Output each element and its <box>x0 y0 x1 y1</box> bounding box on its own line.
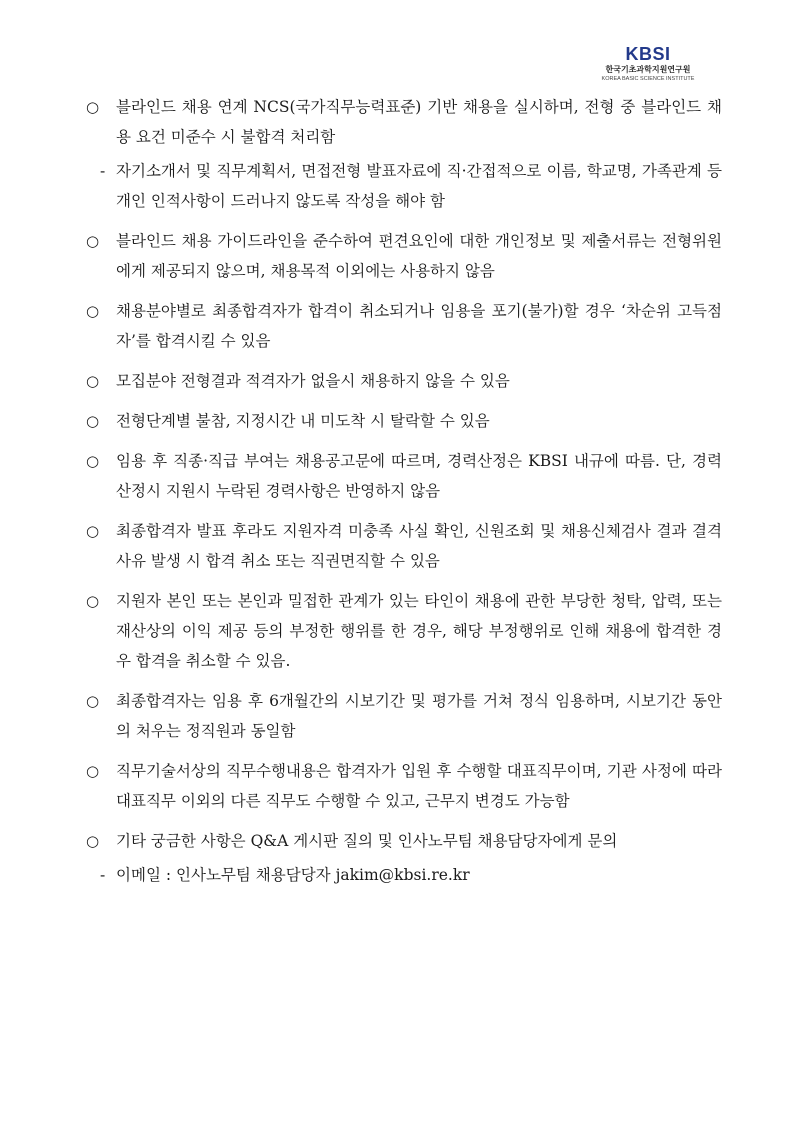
notice-item-text: 블라인드 채용 가이드라인을 준수하여 편견요인에 대한 개인정보 및 제출서류는 전형위원에게 제공되지 않으며, 채용목적 이외에는 사용하지 않음 <box>116 232 722 280</box>
notice-item-text: 블라인드 채용 연계 NCS(국가직무능력표준) 기반 채용을 실시하며, 전형 중 블라인드 채용 요건 미준수 시 불합격 처리함 <box>116 98 722 146</box>
notice-sub-item <box>82 156 722 216</box>
notice-item <box>82 446 722 506</box>
circle-bullet-icon: ○ <box>86 832 100 850</box>
dash-bullet-icon: - <box>100 866 106 884</box>
logo-name-korean: 한국기초과학지원연구원 <box>605 65 691 74</box>
kbsi-logo <box>588 44 708 90</box>
circle-bullet-icon: ○ <box>86 692 100 710</box>
notice-item <box>82 92 722 152</box>
notice-item-text: 최종합격자는 임용 후 6개월간의 시보기간 및 평가를 거쳐 정식 임용하며, 시보기간 동안의 처우는 정직원과 동일함 <box>116 692 722 740</box>
contact-email <box>82 860 722 890</box>
circle-bullet-icon: ○ <box>86 372 100 390</box>
logo-name-english: KOREA BASIC SCIENCE INSTITUTE <box>601 76 695 82</box>
notice-item <box>82 686 722 746</box>
notice-item-text: 전형단계별 불참, 지정시간 내 미도착 시 탈락할 수 있음 <box>116 412 490 430</box>
notice-item-text: 기타 궁금한 사항은 Q&A 게시판 질의 및 인사노무팀 채용담당자에게 문의 <box>116 832 618 850</box>
notice-item <box>82 226 722 286</box>
notice-list <box>82 92 722 900</box>
dash-bullet-icon: - <box>100 162 106 180</box>
notice-item <box>82 406 722 436</box>
notice-item-text: 직무기술서상의 직무수행내용은 합격자가 입원 후 수행할 대표직무이며, 기관 사정에 따라 대표직무 이외의 다른 직무도 수행할 수 있고, 근무지 변경도 가능함 <box>116 762 722 810</box>
circle-bullet-icon: ○ <box>86 98 100 116</box>
notice-item-text: 최종합격자 발표 후라도 지원자격 미충족 사실 확인, 신원조회 및 채용신체검사 결과 결격사유 발생 시 합격 취소 또는 직권면직할 수 있음 <box>116 522 722 570</box>
notice-sub-item-text: 자기소개서 및 직무계획서, 면접전형 발표자료에 직·간접적으로 이름, 학교명, 가족관계 등 개인 인적사항이 드러나지 않도록 작성을 해야 함 <box>116 162 722 210</box>
circle-bullet-icon: ○ <box>86 302 100 320</box>
logo-mark: KBSI <box>625 44 671 64</box>
circle-bullet-icon: ○ <box>86 522 100 540</box>
notice-item-text: 지원자 본인 또는 본인과 밀접한 관계가 있는 타인이 채용에 관한 부당한 청탁, 압력, 또는 재산상의 이익 제공 등의 부정한 행위를 한 경우, 해당 부정행위로 인해 채용에 합격한 경우 합격을 취소할 수 있음. <box>116 592 722 670</box>
circle-bullet-icon: ○ <box>86 592 100 610</box>
notice-item-text: 채용분야별로 최종합격자가 합격이 취소되거나 임용을 포기(불가)할 경우 ‘차순위 고득점자’를 합격시킬 수 있음 <box>116 302 722 350</box>
notice-item <box>82 296 722 356</box>
notice-item-text: 모집분야 전형결과 적격자가 없을시 채용하지 않을 수 있음 <box>116 372 510 390</box>
notice-item <box>82 826 722 856</box>
notice-item <box>82 366 722 396</box>
notice-item <box>82 756 722 816</box>
circle-bullet-icon: ○ <box>86 412 100 430</box>
circle-bullet-icon: ○ <box>86 762 100 780</box>
notice-item-text: 임용 후 직종·직급 부여는 채용공고문에 따르며, 경력산정은 KBSI 내규에 따름. 단, 경력산정시 지원시 누락된 경력사항은 반영하지 않음 <box>116 452 722 500</box>
contact-email-text: 이메일 : 인사노무팀 채용담당자 jakim@kbsi.re.kr <box>116 866 470 884</box>
circle-bullet-icon: ○ <box>86 452 100 470</box>
circle-bullet-icon: ○ <box>86 232 100 250</box>
notice-item <box>82 586 722 676</box>
notice-item <box>82 516 722 576</box>
